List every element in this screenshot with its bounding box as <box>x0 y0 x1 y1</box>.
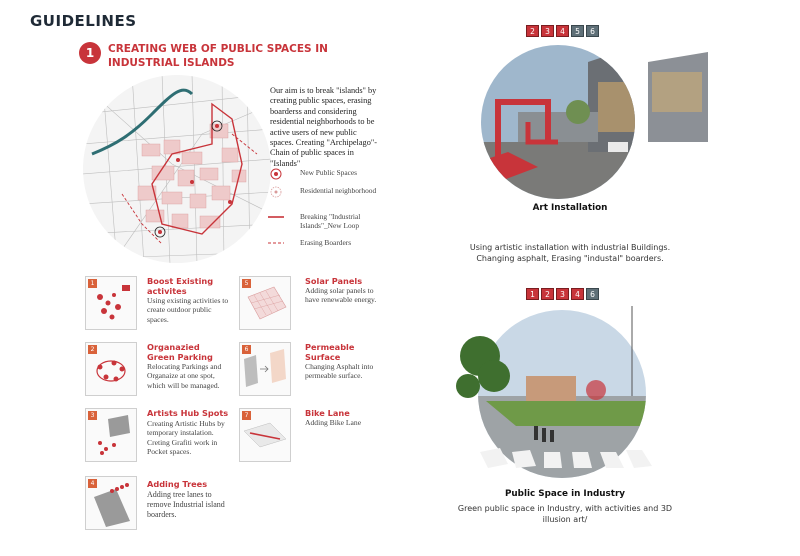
strategy-3-diagram <box>85 408 137 462</box>
panel-2-title: Public Space in Industry <box>504 489 626 499</box>
strategy-6-number: 6 <box>242 345 251 354</box>
section-number-badge: 1 <box>79 42 101 64</box>
tag: 2 <box>526 25 539 37</box>
legend-label: Erasing Boarders <box>300 238 352 247</box>
panel-2-tags <box>526 288 599 300</box>
page-title: GUIDELINES <box>30 12 137 30</box>
intro-text: Our aim is to break "islands" by creating public spaces, erasing boarderss and considering residential neighborhoods to be active users of new public spaces. Creating "Archipelago"-Chain of public spaces in "Islands" <box>270 86 377 168</box>
strategy-1-title: Boost Existing activites <box>147 276 214 296</box>
strategy-6-title: Permeable Surface <box>305 342 355 362</box>
dashed-line-icon <box>268 238 284 250</box>
tag: 3 <box>556 288 569 300</box>
strategy-4-number: 4 <box>88 479 97 488</box>
legend-item-new-loop <box>268 212 398 234</box>
strategy-3-number: 3 <box>88 411 97 420</box>
strategy-3-title: Artists Hub Spots <box>147 408 229 418</box>
strategy-4-diagram <box>85 476 137 530</box>
strategy-5-title: Solar Panels <box>305 276 363 286</box>
tag: 4 <box>571 288 584 300</box>
strategy-2-desc: Relocating Parkings and Organaize at one spot, which will be managed. <box>147 362 222 390</box>
legend-item-erasing-borders <box>268 238 398 250</box>
tag: 4 <box>556 25 569 37</box>
solid-line-icon <box>268 212 284 224</box>
strategy-1-number: 1 <box>88 279 97 288</box>
panel-1-tags <box>526 25 599 37</box>
strategy-5-number: 5 <box>242 279 251 288</box>
strategy-4-desc: Adding tree lanes to remove Industrial island boarders. <box>147 490 225 519</box>
tag: 6 <box>586 25 599 37</box>
tag: 6 <box>586 288 599 300</box>
strategy-7-diagram <box>239 408 291 462</box>
legend-label: Residential neighborhood <box>300 186 377 195</box>
panel-1-desc: Using artistic installation with industrial Buildings. Changing asphalt, Erasing "industal" boarders. <box>469 243 671 263</box>
target-icon <box>268 168 284 180</box>
section-title: CREATING WEB OF PUBLIC SPACES IN INDUSTRIAL ISLANDS <box>108 43 328 69</box>
strategy-7-number: 7 <box>242 411 251 420</box>
tag: 5 <box>571 25 584 37</box>
strategy-2-title: Organazied Green Parking <box>147 342 213 362</box>
strategy-2-number: 2 <box>88 345 97 354</box>
tag: 2 <box>541 288 554 300</box>
legend-label: New Public Spaces <box>300 168 358 177</box>
panel-2-desc: Green public space in Industry, with activities and 3D illusion art/ <box>457 504 673 524</box>
legend-item-residential <box>268 186 398 208</box>
strategy-6-desc: Changing Asphalt into permeable surface. <box>305 362 374 381</box>
building-facade-extension <box>648 42 708 160</box>
tag: 1 <box>526 288 539 300</box>
panel-1-title: Art Installation <box>532 203 608 213</box>
strategy-3-desc: Creating Artistic Hubs by temporary instalation. Creting Grafiti work in Pocket spaces. <box>147 419 225 457</box>
legend-item-new-public-spaces <box>268 168 398 182</box>
strategy-6-diagram <box>239 342 291 396</box>
public-space-image <box>456 306 656 482</box>
strategy-4-title: Adding Trees <box>147 479 208 489</box>
tag: 3 <box>541 25 554 37</box>
strategy-2-diagram <box>85 342 137 396</box>
strategy-5-diagram <box>239 276 291 330</box>
site-map <box>82 74 272 264</box>
strategy-7-title: Bike Lane <box>305 408 350 418</box>
legend-label: Breaking "Industrial Islands"_New Loop <box>300 212 361 230</box>
strategy-1-desc: Using existing activities to create outdoor public spaces. <box>147 296 229 324</box>
strategy-5-desc: Adding solar panels to have renewable energy. <box>305 286 377 305</box>
strategy-1-diagram <box>85 276 137 330</box>
art-installation-image <box>478 42 658 200</box>
strategy-7-desc: Adding Bike Lane <box>305 418 362 427</box>
circle-dot-icon <box>268 186 284 198</box>
